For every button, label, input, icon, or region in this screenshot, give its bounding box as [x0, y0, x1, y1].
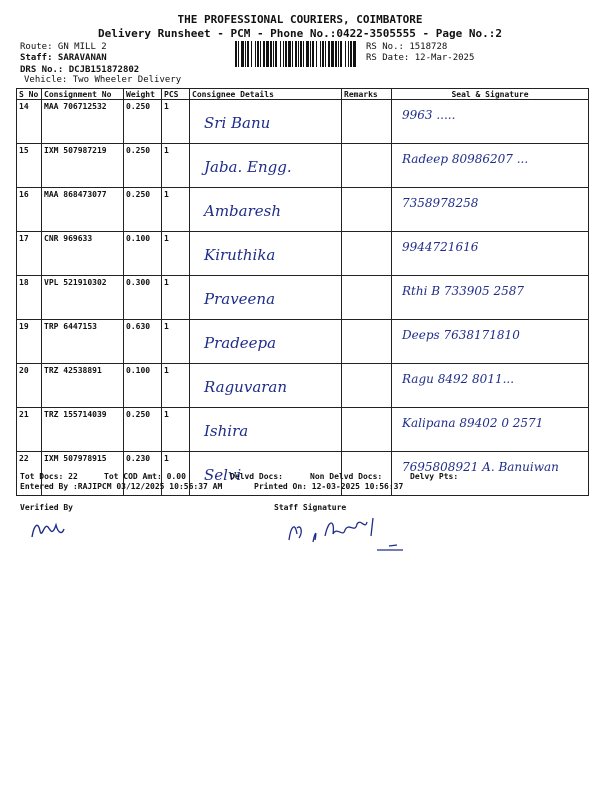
barcode-bar [273, 41, 274, 67]
barcode-bar [241, 41, 244, 67]
verified-signature [28, 515, 68, 545]
consignee-handwriting: Kiruthika [204, 246, 276, 264]
row-consignee-cell [190, 188, 342, 232]
row-pcs: 1 [162, 364, 190, 408]
barcode-bar [283, 41, 284, 67]
table-row [17, 188, 589, 232]
row-remarks [342, 144, 392, 188]
barcode-bar [292, 41, 293, 67]
row-consignee-cell [190, 408, 342, 452]
row-consignee-cell [190, 364, 342, 408]
barcode-bar [350, 41, 352, 67]
consignee-handwriting: Selvi [204, 466, 242, 484]
row-seal-cell [392, 320, 589, 364]
barcode-bar [298, 41, 299, 67]
row-consignment-no: CNR 969633 [42, 232, 124, 276]
row-weight: 0.300 [124, 276, 162, 320]
barcode-bar [260, 41, 261, 67]
row-consignment-no: IXM 507978915 [42, 452, 124, 496]
consignee-handwriting: Raguvaran [204, 378, 288, 396]
barcode-bar [310, 41, 311, 67]
seal-handwriting: Ragu 8492 8011... [402, 372, 515, 386]
row-consignee-cell [190, 144, 342, 188]
non-delvd-docs: Non Delvd Docs: [310, 472, 383, 481]
row-consignment-no: TRP 6447153 [42, 320, 124, 364]
barcode-bar [280, 41, 281, 67]
route: Route: GN MILL 2 [20, 42, 107, 52]
row-remarks [342, 276, 392, 320]
row-seal-cell [392, 100, 589, 144]
row-consignee-cell [190, 100, 342, 144]
col-seal: Seal & Signature [392, 89, 589, 100]
table-row [17, 232, 589, 276]
row-sno: 18 [17, 276, 42, 320]
consignee-handwriting: Praveena [204, 290, 276, 308]
barcode-bar [303, 41, 304, 67]
row-weight: 0.250 [124, 188, 162, 232]
barcode-bar [300, 41, 302, 67]
row-pcs: 1 [162, 100, 190, 144]
barcode-bar [238, 41, 239, 67]
staff-signature-label: Staff Signature [274, 503, 347, 512]
verified-by-label: Verified By [20, 503, 73, 512]
barcode-bar [295, 41, 297, 67]
barcode-bar [312, 41, 314, 67]
row-remarks [342, 320, 392, 364]
row-seal-cell [392, 276, 589, 320]
barcode-bar [325, 41, 326, 67]
barcode-bar [266, 41, 269, 67]
barcode-bar [340, 41, 342, 67]
row-consignment-no: MAA 868473077 [42, 188, 124, 232]
row-remarks [342, 408, 392, 452]
row-pcs: 1 [162, 232, 190, 276]
barcode-bar [235, 41, 237, 67]
staff: Staff: SARAVANAN [20, 53, 107, 63]
row-remarks [342, 100, 392, 144]
seal-handwriting: Radeep 80986207 ... [402, 152, 529, 166]
seal-handwriting: 7695808921 A. Banuiwan [402, 460, 559, 474]
seal-handwriting: 9963 ..... [402, 108, 456, 122]
row-sno: 14 [17, 100, 42, 144]
row-sno: 21 [17, 408, 42, 452]
barcode-bar [255, 41, 256, 67]
printed-on: Printed On: 12-03-2025 10:56:37 [254, 482, 404, 491]
barcode-bar [285, 41, 287, 67]
barcode-bar [316, 41, 317, 67]
consignee-handwriting: Jaba. Engg. [204, 158, 292, 176]
barcode-bar [345, 41, 346, 67]
row-remarks [342, 232, 392, 276]
row-consignment-no: IXM 507987219 [42, 144, 124, 188]
delvy-pts: Delvy Pts: [410, 472, 459, 481]
row-pcs: 1 [162, 188, 190, 232]
barcode-bar [338, 41, 339, 67]
rs-number: RS No.: 1518728 [366, 42, 448, 52]
row-remarks [342, 364, 392, 408]
table-row [17, 276, 589, 320]
barcode-bar [306, 41, 309, 67]
consignee-handwriting: Ambaresh [204, 202, 282, 220]
row-seal-cell [392, 408, 589, 452]
tot-docs: Tot Docs: 22 [20, 472, 78, 481]
row-weight: 0.100 [124, 232, 162, 276]
drs-number: DRS No.: DCJB151872802 [20, 65, 140, 75]
row-weight: 0.230 [124, 452, 162, 496]
barcode-bar [288, 41, 291, 67]
consignee-handwriting: Pradeepa [204, 334, 277, 352]
row-remarks [342, 188, 392, 232]
col-consignment: Consignment No [42, 89, 124, 100]
rs-date: RS Date: 12-Mar-2025 [366, 53, 475, 63]
row-pcs: 1 [162, 320, 190, 364]
barcode-bar [257, 41, 259, 67]
row-consignee-cell [190, 320, 342, 364]
row-sno: 15 [17, 144, 42, 188]
barcode-bar [263, 41, 265, 67]
barcode-bar [247, 41, 249, 67]
barcode-bar [320, 41, 321, 67]
runsheet-table [16, 88, 589, 496]
row-weight: 0.250 [124, 408, 162, 452]
row-sno: 16 [17, 188, 42, 232]
row-weight: 0.630 [124, 320, 162, 364]
vehicle: Vehicle: Two Wheeler Delivery [24, 75, 182, 85]
barcode-bar [251, 41, 252, 67]
barcode-bar [322, 41, 324, 67]
table-header-row [17, 89, 589, 100]
row-sno: 19 [17, 320, 42, 364]
consignee-handwriting: Ishira [204, 422, 249, 440]
row-pcs: 1 [162, 452, 190, 496]
row-pcs: 1 [162, 144, 190, 188]
row-seal-cell [392, 232, 589, 276]
col-sno: S No [17, 89, 42, 100]
table-row [17, 320, 589, 364]
company-title: THE PROFESSIONAL COURIERS, COIMBATORE [177, 13, 423, 26]
row-pcs: 1 [162, 408, 190, 452]
barcode-bar [353, 41, 356, 67]
staff-signature [285, 512, 415, 554]
row-consignee-cell [190, 276, 342, 320]
seal-handwriting: 9944721616 [402, 240, 479, 254]
row-consignment-no: VPL 521910302 [42, 276, 124, 320]
table-row [17, 144, 589, 188]
barcode-bar [270, 41, 272, 67]
runsheet-subtitle: Delivery Runsheet - PCM - Phone No.:0422-3505555 - Page No.:2 [98, 27, 502, 40]
seal-handwriting: 7358978258 [402, 196, 479, 210]
barcode-bar [335, 41, 337, 67]
row-consignee-cell [190, 232, 342, 276]
row-weight: 0.100 [124, 364, 162, 408]
row-consignment-no: TRZ 155714039 [42, 408, 124, 452]
row-seal-cell [392, 188, 589, 232]
row-pcs: 1 [162, 276, 190, 320]
col-consignee: Consignee Details [190, 89, 342, 100]
row-consignment-no: MAA 706712532 [42, 100, 124, 144]
row-sno: 22 [17, 452, 42, 496]
barcode [235, 41, 357, 67]
table-row [17, 364, 589, 408]
barcode-bar [275, 41, 277, 67]
row-weight: 0.250 [124, 144, 162, 188]
barcode-bar [328, 41, 330, 67]
delvd-docs: Delvd Docs: [230, 472, 283, 481]
row-seal-cell [392, 144, 589, 188]
entered-by: Entered By :RAJIPCM 03/12/2025 10:56:37 AM [20, 482, 223, 491]
barcode-bar [348, 41, 349, 67]
consignee-handwriting: Sri Banu [204, 114, 271, 132]
table-row [17, 100, 589, 144]
row-weight: 0.250 [124, 100, 162, 144]
row-consignment-no: TRZ 42538891 [42, 364, 124, 408]
barcode-bar [331, 41, 334, 67]
row-sno: 17 [17, 232, 42, 276]
seal-handwriting: Kalipana 89402 0 2571 [402, 416, 544, 430]
barcode-bar [245, 41, 246, 67]
row-seal-cell [392, 364, 589, 408]
tot-cod-amt: Tot COD Amt: 0.00 [104, 472, 186, 481]
seal-handwriting: Deeps 7638171810 [402, 328, 520, 342]
row-sno: 20 [17, 364, 42, 408]
col-weight: Weight [124, 89, 162, 100]
seal-handwriting: Rthi B 733905 2587 [402, 284, 525, 298]
col-remarks: Remarks [342, 89, 392, 100]
col-pcs: PCS [162, 89, 190, 100]
table-row [17, 408, 589, 452]
